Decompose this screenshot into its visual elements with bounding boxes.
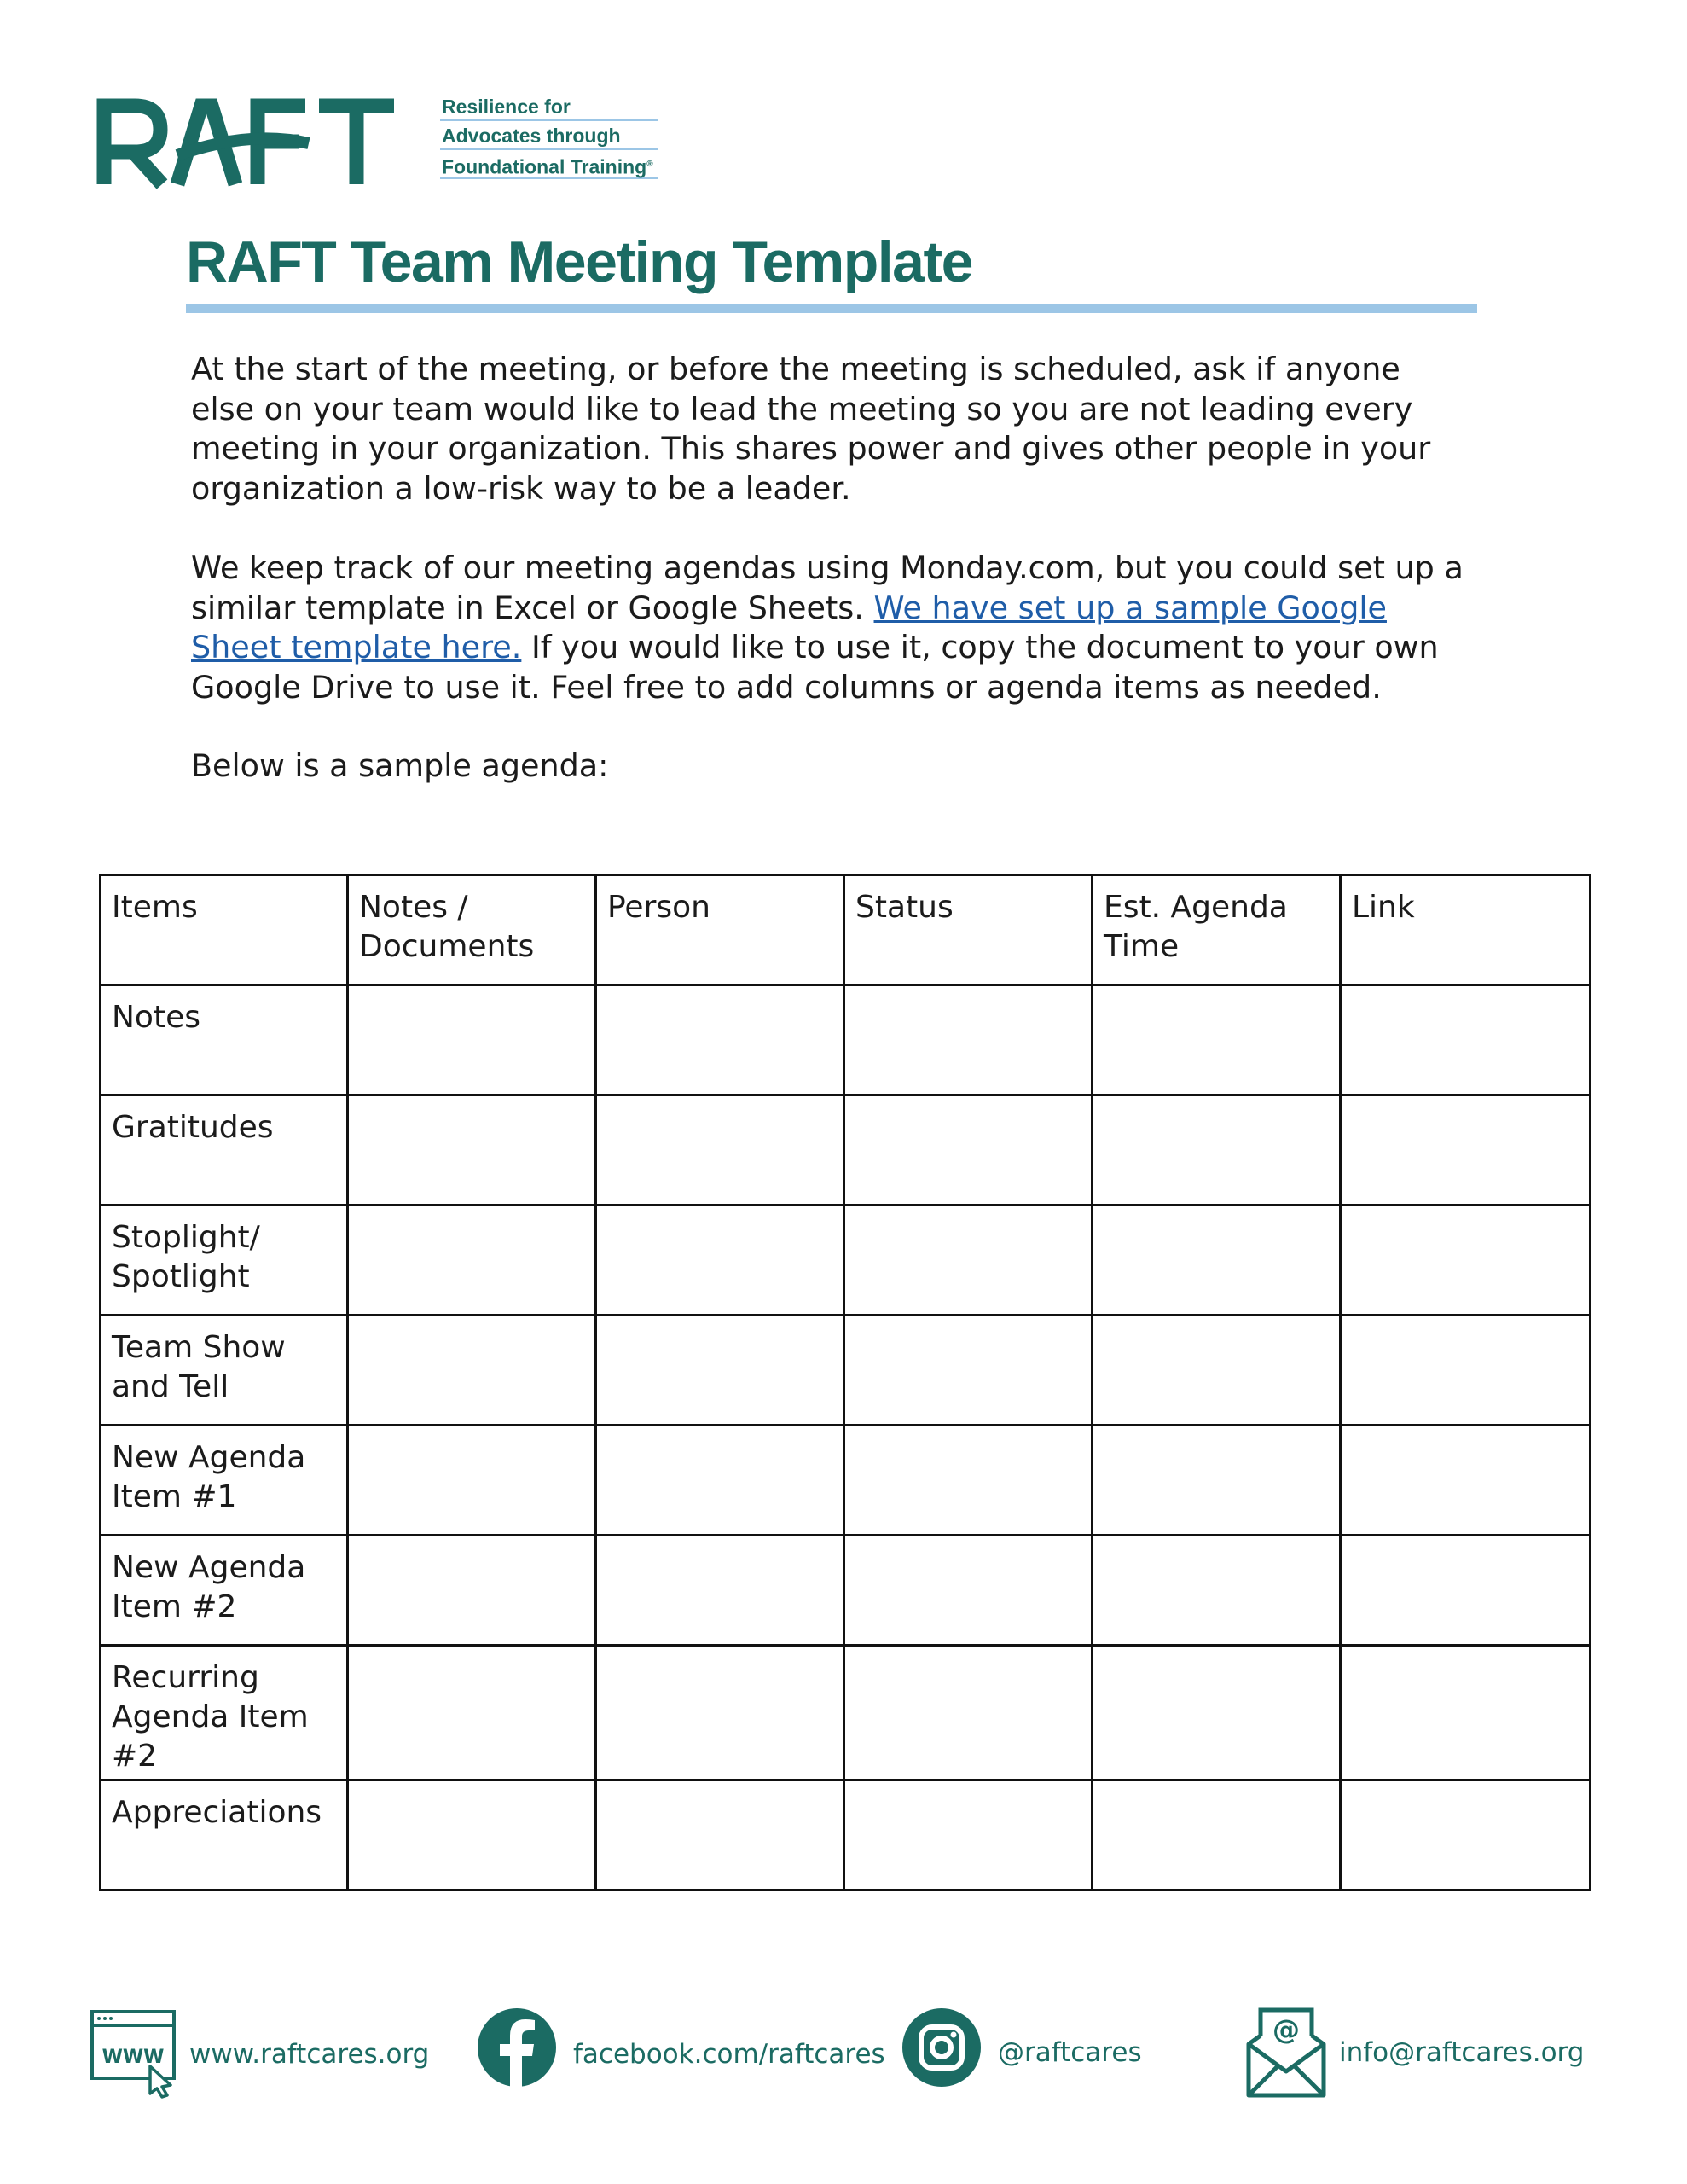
row-item-label: Gratitudes xyxy=(101,1095,348,1205)
table-row xyxy=(101,1095,1591,1205)
email-icon xyxy=(1244,2005,1329,2099)
table-cell[interactable] xyxy=(596,1646,844,1780)
sample-agenda-intro: Below is a sample agenda: xyxy=(191,747,609,784)
footer-email[interactable] xyxy=(1244,2005,1602,2099)
instagram-text: @raftcares xyxy=(998,2037,1142,2068)
table-cell[interactable] xyxy=(348,1536,596,1646)
table-cell[interactable] xyxy=(348,1426,596,1536)
footer-website[interactable] xyxy=(89,2005,430,2099)
table-cell[interactable] xyxy=(844,1536,1093,1646)
table-cell[interactable] xyxy=(1341,1205,1591,1316)
table-row xyxy=(101,1426,1591,1536)
footer-instagram[interactable] xyxy=(901,2005,1157,2099)
header-status: Status xyxy=(844,875,1093,985)
row-item-label: Team Show and Tell xyxy=(101,1316,348,1426)
table-cell[interactable] xyxy=(1093,985,1341,1095)
table-cell[interactable] xyxy=(596,1536,844,1646)
footer-facebook[interactable] xyxy=(476,2005,885,2099)
table-cell[interactable] xyxy=(1341,1536,1591,1646)
svg-text:@: @ xyxy=(1272,2013,1300,2046)
table-cell[interactable] xyxy=(596,1316,844,1426)
registered-mark: ® xyxy=(646,160,653,169)
table-cell[interactable] xyxy=(596,1780,844,1891)
table-cell[interactable] xyxy=(596,1205,844,1316)
table-cell[interactable] xyxy=(348,985,596,1095)
table-cell[interactable] xyxy=(1341,1426,1591,1536)
facebook-icon xyxy=(476,2007,558,2088)
table-cell[interactable] xyxy=(844,1095,1093,1205)
table-cell[interactable] xyxy=(844,985,1093,1095)
table-cell[interactable] xyxy=(1093,1426,1341,1536)
header-notes-documents: Notes / Documents xyxy=(348,875,596,985)
tracking-text-start: We keep track of our meeting agendas using Monday.com, but you could set up a similar template in Excel or Google Sheets. xyxy=(191,549,1464,626)
row-item-label: New Agenda Item #2 xyxy=(101,1536,348,1646)
raft-logo-icon xyxy=(96,96,403,189)
header-person: Person xyxy=(596,875,844,985)
tagline-line-3: Foundational Training® xyxy=(440,154,658,179)
table-cell[interactable] xyxy=(1093,1205,1341,1316)
website-icon-label: WWW xyxy=(101,2047,165,2068)
tagline-line-2: Advocates through xyxy=(440,125,658,150)
table-cell[interactable] xyxy=(1341,1646,1591,1780)
header-items: Items xyxy=(101,875,348,985)
row-item-label: Notes xyxy=(101,985,348,1095)
table-cell[interactable] xyxy=(1093,1095,1341,1205)
footer xyxy=(0,2005,1687,2107)
table-cell[interactable] xyxy=(1093,1646,1341,1780)
table-cell[interactable] xyxy=(596,1095,844,1205)
tracking-text-end: If you would like to use it, copy the document to your own Google Drive to use it. Feel free to add columns or agenda items as needed. xyxy=(191,629,1439,706)
website-text: www.raftcares.org xyxy=(189,2039,430,2070)
website-icon xyxy=(89,2005,183,2099)
instagram-icon xyxy=(901,2007,983,2088)
table-cell[interactable] xyxy=(348,1095,596,1205)
google-sheet-link[interactable]: We have set up a sample Google Sheet template here. xyxy=(191,589,1387,665)
header-est-agenda-time: Est. Agenda Time xyxy=(1093,875,1341,985)
row-item-label: Appreciations xyxy=(101,1780,348,1891)
intro-paragraph: At the start of the meeting, or before the meeting is scheduled, ask if anyone else on your team would like to lead the meeting so you are not leading every meeting in your organization. This shares power and gives other people in your organization a low-risk way to be a leader. xyxy=(191,351,1431,507)
table-cell[interactable] xyxy=(844,1780,1093,1891)
table-cell[interactable] xyxy=(348,1205,596,1316)
facebook-text: facebook.com/raftcares xyxy=(573,2039,885,2070)
page-title: RAFT Team Meeting Template xyxy=(186,229,972,294)
table-cell[interactable] xyxy=(1093,1780,1341,1891)
table-cell[interactable] xyxy=(1341,1780,1591,1891)
table-cell[interactable] xyxy=(844,1205,1093,1316)
row-item-label: Recurring Agenda Item #2 xyxy=(101,1646,348,1780)
email-text: info@raftcares.org xyxy=(1339,2037,1585,2068)
tagline xyxy=(440,96,658,183)
table-cell[interactable] xyxy=(1341,985,1591,1095)
table-cell[interactable] xyxy=(844,1316,1093,1426)
row-item-label: Stoplight/ Spotlight xyxy=(101,1205,348,1316)
table-cell[interactable] xyxy=(348,1780,596,1891)
table-row xyxy=(101,1646,1591,1780)
title-underline xyxy=(186,304,1477,313)
table-cell[interactable] xyxy=(1341,1316,1591,1426)
table-cell[interactable] xyxy=(348,1646,596,1780)
table-row xyxy=(101,1536,1591,1646)
agenda-table xyxy=(99,874,1591,1891)
table-header-row xyxy=(101,875,1591,985)
tagline-line-1: Resilience for xyxy=(440,96,658,121)
table-cell[interactable] xyxy=(596,1426,844,1536)
row-item-label: New Agenda Item #1 xyxy=(101,1426,348,1536)
table-cell[interactable] xyxy=(596,985,844,1095)
table-cell[interactable] xyxy=(1093,1536,1341,1646)
table-row xyxy=(101,1205,1591,1316)
table-row xyxy=(101,985,1591,1095)
table-cell[interactable] xyxy=(844,1646,1093,1780)
table-cell[interactable] xyxy=(348,1316,596,1426)
table-row xyxy=(101,1780,1591,1891)
raft-logo xyxy=(96,96,403,189)
table-cell[interactable] xyxy=(1093,1316,1341,1426)
table-cell[interactable] xyxy=(1341,1095,1591,1205)
header-link: Link xyxy=(1341,875,1591,985)
table-row xyxy=(101,1316,1591,1426)
table-cell[interactable] xyxy=(844,1426,1093,1536)
tracking-paragraph xyxy=(191,549,1470,707)
